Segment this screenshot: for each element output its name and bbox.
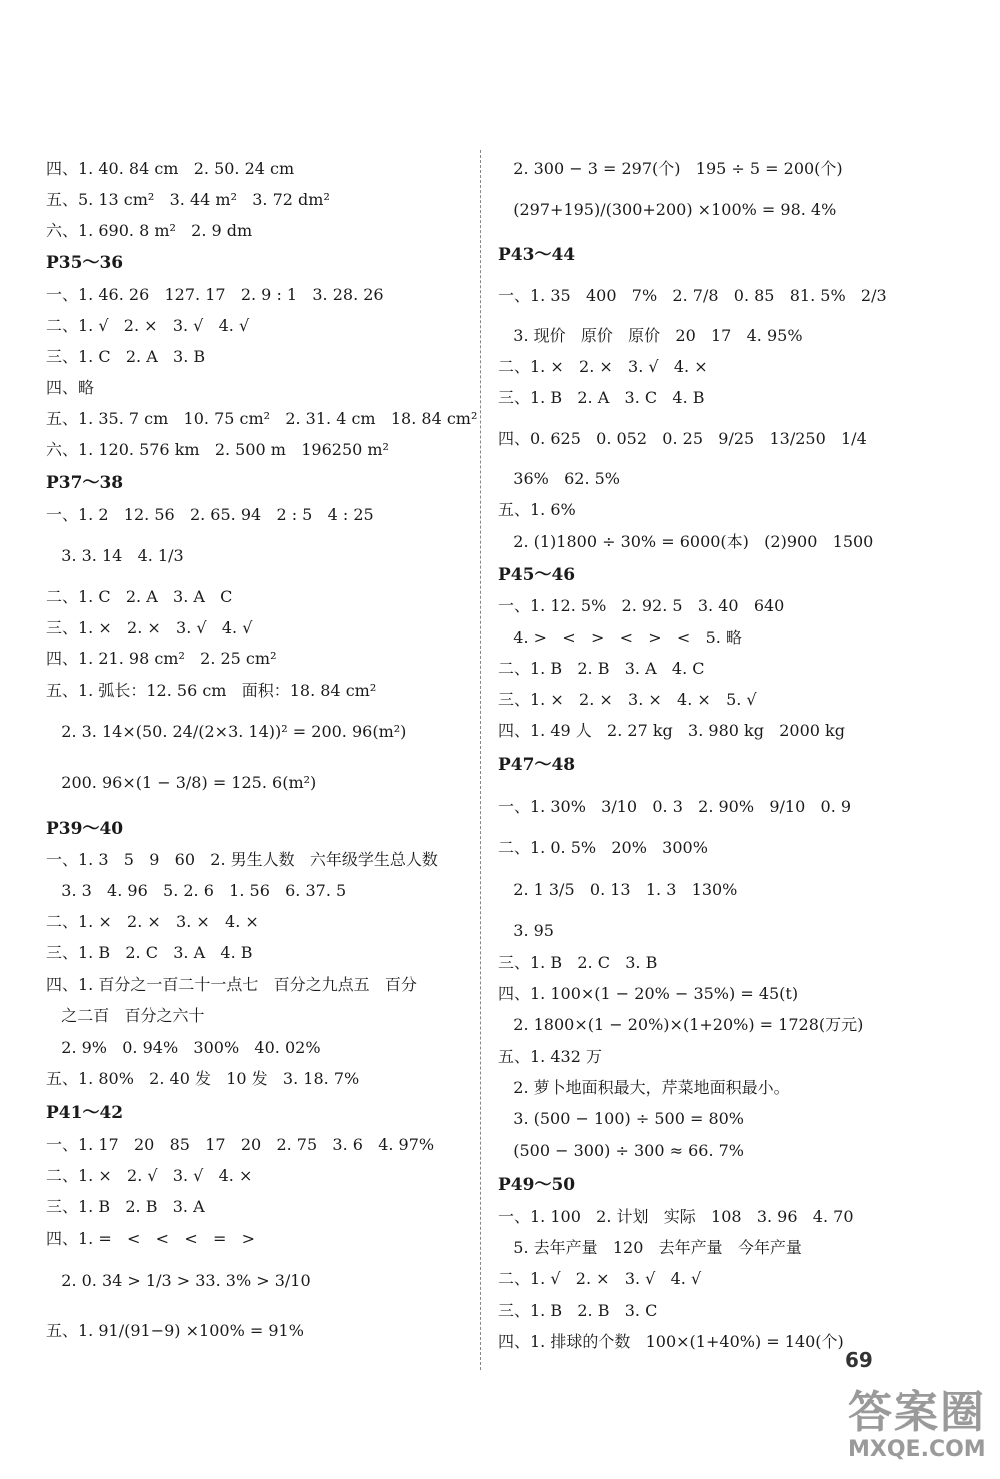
section-heading: P43～44 xyxy=(498,245,576,265)
page-number: 69 xyxy=(845,1348,873,1372)
answer-line: 二、1. √ 2. × 3. √ 4. √ xyxy=(498,1269,702,1288)
watermark-cn: 答案圈 xyxy=(848,1387,986,1438)
answer-line: 五、1. 35. 7 cm 10. 75 cm² 2. 31. 4 cm 18. 84 cm² xyxy=(46,409,478,428)
answer-line: 2. 1800×(1 − 20%)×(1+20%) = 1728(万元) xyxy=(498,1015,864,1034)
answer-line: 四、1. 百分之一百二十一点七 百分之九点五 百分 xyxy=(46,975,417,994)
answer-line: 四、略 xyxy=(46,378,95,397)
section-heading: P45～46 xyxy=(498,565,576,585)
answer-line: 5. 去年产量 120 去年产量 今年产量 xyxy=(498,1238,802,1257)
answer-line: 一、1. 12. 5% 2. 92. 5 3. 40 640 xyxy=(498,596,785,615)
answer-line: 三、1. B 2. B 3. C xyxy=(498,1301,658,1320)
answer-line: 四、1. 40. 84 cm 2. 50. 24 cm xyxy=(46,159,295,178)
answer-line: 二、1. × 2. √ 3. √ 4. × xyxy=(46,1166,253,1185)
answer-line: 五、1. 弧长：12. 56 cm 面积：18. 84 cm² xyxy=(46,681,377,700)
answer-line: 三、1. B 2. C 3. A 4. B xyxy=(46,943,253,962)
answer-line: 2. 0. 34 > 1/3 > 33. 3% > 3/10 xyxy=(46,1271,311,1290)
answer-line: 2. (1)1800 ÷ 30% = 6000(本) (2)900 1500 xyxy=(498,532,874,551)
answer-line: 3. 3. 14 4. 1/3 xyxy=(46,546,184,565)
answer-line: 六、1. 690. 8 m² 2. 9 dm xyxy=(46,221,253,240)
section-heading: P35～36 xyxy=(46,253,124,273)
answer-line: 200. 96×(1 − 3/8) = 125. 6(m²) xyxy=(46,773,317,792)
answer-line: 2. 1 3/5 0. 13 1. 3 130% xyxy=(498,880,738,899)
answer-line: 2. 3. 14×(50. 24/(2×3. 14))² = 200. 96(m²) xyxy=(46,722,407,741)
answer-line: 3. 95 xyxy=(498,921,554,940)
answer-line: 二、1. 0. 5% 20% 300% xyxy=(498,838,708,857)
answer-line: 二、1. B 2. B 3. A 4. C xyxy=(498,659,705,678)
answer-line: 一、1. 17 20 85 17 20 2. 75 3. 6 4. 97% xyxy=(46,1135,435,1154)
answer-line: 一、1. 3 5 9 60 2. 男生人数 六年级学生总人数 xyxy=(46,850,438,869)
answer-line: 三、1. B 2. B 3. A xyxy=(46,1197,205,1216)
answer-line: 三、1. C 2. A 3. B xyxy=(46,347,206,366)
answer-line: 之二百 百分之六十 xyxy=(46,1006,205,1025)
answer-line: 4. > < > < > < 5. 略 xyxy=(498,628,742,647)
answer-line: 二、1. C 2. A 3. A C xyxy=(46,587,233,606)
answer-line: 一、1. 2 12. 56 2. 65. 94 2 : 5 4 : 25 xyxy=(46,505,374,524)
watermark-en: MXQE.COM xyxy=(848,1437,986,1462)
answer-line: 2. 300 − 3 = 297(个) 195 ÷ 5 = 200(个) xyxy=(498,159,843,178)
answer-line: 一、1. 35 400 7% 2. 7/8 0. 85 81. 5% 2/3 xyxy=(498,286,887,305)
answer-line: 五、1. 432 万 xyxy=(498,1047,602,1066)
answer-line: 2. 萝卜地面积最大，芹菜地面积最小。 xyxy=(498,1078,790,1097)
answer-line: 三、1. × 2. × 3. √ 4. √ xyxy=(46,618,253,637)
column-divider xyxy=(480,150,481,1370)
answer-line: 五、1. 6% xyxy=(498,500,576,519)
answer-line: 三、1. B 2. A 3. C 4. B xyxy=(498,388,705,407)
answer-line: 一、1. 100 2. 计划 实际 108 3. 96 4. 70 xyxy=(498,1207,854,1226)
answer-line: 一、1. 46. 26 127. 17 2. 9 : 1 3. 28. 26 xyxy=(46,285,384,304)
answer-line: 四、1. 排球的个数 100×(1+40%) = 140(个) xyxy=(498,1332,844,1351)
answer-line: 四、1. 100×(1 − 20% − 35%) = 45(t) xyxy=(498,984,799,1003)
answer-line: 五、1. 91/(91−9) ×100% = 91% xyxy=(46,1321,304,1340)
watermark-logo xyxy=(848,1388,993,1468)
answer-line: 3. 3 4. 96 5. 2. 6 1. 56 6. 37. 5 xyxy=(46,881,347,900)
answer-line: 四、0. 625 0. 052 0. 25 9/25 13/250 1/4 xyxy=(498,429,867,448)
answer-line: (500 − 300) ÷ 300 ≈ 66. 7% xyxy=(498,1141,745,1160)
answer-line: 2. 9% 0. 94% 300% 40. 02% xyxy=(46,1038,321,1057)
answer-line: 一、1. 30% 3/10 0. 3 2. 90% 9/10 0. 9 xyxy=(498,797,852,816)
answer-line: 三、1. B 2. C 3. B xyxy=(498,953,658,972)
answer-line: 四、1. 49 人 2. 27 kg 3. 980 kg 2000 kg xyxy=(498,721,845,740)
answer-line: 六、1. 120. 576 km 2. 500 m 196250 m² xyxy=(46,440,389,459)
answer-line: 五、1. 80% 2. 40 发 10 发 3. 18. 7% xyxy=(46,1069,360,1088)
answer-line: 3. (500 − 100) ÷ 500 = 80% xyxy=(498,1109,745,1128)
answer-line: 四、1. 21. 98 cm² 2. 25 cm² xyxy=(46,649,277,668)
answer-line: 二、1. × 2. × 3. × 4. × xyxy=(46,912,259,931)
answer-line: 36% 62. 5% xyxy=(498,469,620,488)
answer-line: (297+195)/(300+200) ×100% = 98. 4% xyxy=(498,200,837,219)
answer-line: 三、1. × 2. × 3. × 4. × 5. √ xyxy=(498,690,757,709)
section-heading: P47～48 xyxy=(498,755,576,775)
section-heading: P37～38 xyxy=(46,473,124,493)
answer-line: 四、1. = < < < = > xyxy=(46,1229,256,1248)
answer-line: 二、1. √ 2. × 3. √ 4. √ xyxy=(46,316,250,335)
answer-line: 五、5. 13 cm² 3. 44 m² 3. 72 dm² xyxy=(46,190,330,209)
answer-line: 3. 现价 原价 原价 20 17 4. 95% xyxy=(498,326,803,345)
section-heading: P39～40 xyxy=(46,819,124,839)
answer-line: 二、1. × 2. × 3. √ 4. × xyxy=(498,357,708,376)
section-heading: P41～42 xyxy=(46,1103,124,1123)
section-heading: P49～50 xyxy=(498,1175,576,1195)
